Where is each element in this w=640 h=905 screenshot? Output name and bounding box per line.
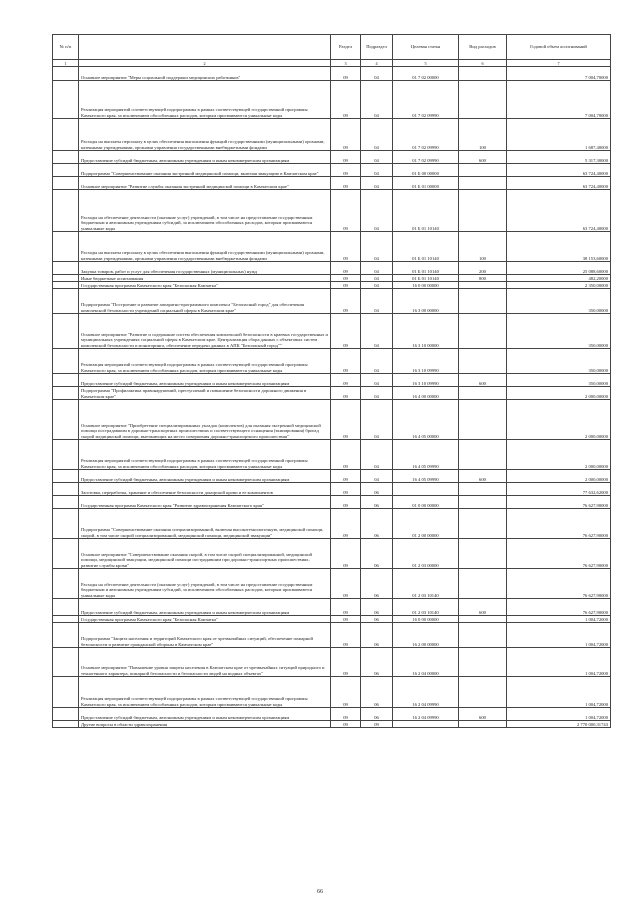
row-number (53, 721, 79, 728)
row-section: 09 (331, 190, 361, 232)
row-name: Расходы на обеспечение деятельности (оказание услуг) учреждений, в том числе на предоставление государственным бюджетным и автономным учреждениям субсидий, за исключением обособленных расходов, которым присваиваются уникальные коды (79, 190, 331, 232)
table-row (53, 648, 611, 677)
row-subsection: 06 (361, 623, 393, 648)
row-name: Государственная программа Камчатского края "Развитие здравоохранения Камчатского края" (79, 496, 331, 509)
row-amount: 63 724,40000 (507, 164, 611, 177)
row-number (53, 275, 79, 282)
row-section: 09 (331, 177, 361, 190)
row-expense-type (459, 190, 507, 232)
row-expense-type (459, 177, 507, 190)
col-section-header: Раздел (331, 35, 361, 60)
row-amount: 76 627,90000 (507, 599, 611, 616)
table-row (53, 483, 611, 496)
table-row (53, 539, 611, 569)
row-expense-type (459, 569, 507, 599)
row-section: 09 (331, 262, 361, 275)
column-number: 5 (393, 60, 459, 67)
row-expense-type: 200 (459, 262, 507, 275)
row-expense-type: 100 (459, 232, 507, 262)
row-name: Расходы на выплаты персоналу в целях обеспечения выполнения функций государственными (муниципальными) органами, казенными учреждениями, органами управления государственными внебюджетными фондами (79, 232, 331, 262)
row-amount: 77 632,62000 (507, 483, 611, 496)
table-row (53, 677, 611, 708)
row-section: 09 (331, 496, 361, 509)
row-number (53, 599, 79, 616)
row-subsection: 06 (361, 708, 393, 721)
row-subsection: 04 (361, 387, 393, 400)
row-number (53, 119, 79, 151)
row-number (53, 470, 79, 483)
row-amount: 63 724,40000 (507, 177, 611, 190)
row-name: Подпрограмма "Защита населения и территорий Камчатского края от чрезвычайных ситуаций, обеспечение пожарной безопасности и развитие гражданской обороны в Камчатском крае" (79, 623, 331, 648)
row-expense-type: 600 (459, 374, 507, 387)
row-section: 09 (331, 599, 361, 616)
table-row (53, 496, 611, 509)
row-amount: 1 004,72000 (507, 708, 611, 721)
row-target-article: 16 3 10 00000 (393, 314, 459, 349)
row-number (53, 177, 79, 190)
row-target-article: 16 4 05 09990 (393, 440, 459, 470)
budget-document (52, 34, 610, 728)
table-row (53, 67, 611, 81)
row-number (53, 164, 79, 177)
row-number (53, 440, 79, 470)
row-section: 09 (331, 164, 361, 177)
col-name-header (79, 35, 331, 60)
row-name: Иные бюджетные ассигнования (79, 275, 331, 282)
table-row (53, 289, 611, 314)
row-expense-type (459, 289, 507, 314)
row-amount: 350,00000 (507, 349, 611, 374)
row-section: 09 (331, 374, 361, 387)
row-amount: 350,00000 (507, 374, 611, 387)
row-amount: 350,00000 (507, 289, 611, 314)
table-row (53, 81, 611, 119)
table-row (53, 164, 611, 177)
row-name: Государственная программа Камчатского края "Безопасная Камчатка" (79, 616, 331, 623)
row-number (53, 648, 79, 677)
table-row (53, 349, 611, 374)
row-subsection: 04 (361, 349, 393, 374)
table-row (53, 177, 611, 190)
row-section: 09 (331, 119, 361, 151)
row-section: 09 (331, 289, 361, 314)
header-row (53, 35, 611, 60)
row-expense-type (459, 67, 507, 81)
row-subsection: 04 (361, 262, 393, 275)
row-section: 09 (331, 569, 361, 599)
row-subsection: 04 (361, 119, 393, 151)
row-expense-type (459, 314, 507, 349)
row-amount: 38 153,60000 (507, 232, 611, 262)
row-expense-type (459, 721, 507, 728)
row-target-article: 16 4 00 00000 (393, 387, 459, 400)
table-row (53, 708, 611, 721)
row-expense-type (459, 616, 507, 623)
row-number (53, 289, 79, 314)
row-number (53, 623, 79, 648)
row-amount: 76 627,90000 (507, 569, 611, 599)
row-amount: 76 627,90000 (507, 539, 611, 569)
row-target-article: 16 4 05 00000 (393, 400, 459, 440)
row-number (53, 539, 79, 569)
column-number: 1 (53, 60, 79, 67)
row-target-article: 01 Б 01 10140 (393, 190, 459, 232)
row-name: Реализация мероприятий соответствующей подпрограммы в рамках соответствующей государственной программы Камчатского края, за исключением обособленных расходов, которым присваиваются уникальные коды (79, 349, 331, 374)
row-expense-type (459, 349, 507, 374)
row-subsection: 04 (361, 314, 393, 349)
row-target-article (393, 483, 459, 496)
row-subsection: 06 (361, 509, 393, 539)
row-amount: 76 627,90000 (507, 509, 611, 539)
table-row (53, 387, 611, 400)
col-subsection-header: Подраздел (361, 35, 393, 60)
row-section: 09 (331, 677, 361, 708)
row-target-article: 01 Б 00 00000 (393, 164, 459, 177)
row-number (53, 708, 79, 721)
row-subsection: 04 (361, 67, 393, 81)
row-subsection: 04 (361, 232, 393, 262)
row-number (53, 496, 79, 509)
row-subsection: 06 (361, 539, 393, 569)
row-target-article: 16 0 00 00000 (393, 282, 459, 289)
row-name: Заготовка, переработка, хранение и обеспечение безопасности донорской крови и ее компонентов (79, 483, 331, 496)
column-number: 7 (507, 60, 611, 67)
column-number-row (53, 60, 611, 67)
row-target-article: 01 Б 01 00000 (393, 177, 459, 190)
row-expense-type: 100 (459, 119, 507, 151)
row-name: Расходы на обеспечение деятельности (оказание услуг) учреждений, в том числе на предоставление государственным бюджетным и автономным учреждениям субсидий, за исключением обособленных расходов, которым присваиваются уникальные коды (79, 569, 331, 599)
row-number (53, 509, 79, 539)
row-subsection: 06 (361, 599, 393, 616)
row-subsection: 04 (361, 440, 393, 470)
row-subsection: 06 (361, 569, 393, 599)
row-section: 09 (331, 708, 361, 721)
row-name: Реализация мероприятий соответствующей подпрограммы в рамках соответствующей государственной программы Камчатского края, за исключением обособленных расходов, которым присваиваются уникальные коды (79, 81, 331, 119)
row-amount: 350,00000 (507, 314, 611, 349)
row-subsection: 06 (361, 483, 393, 496)
row-number (53, 232, 79, 262)
row-target-article: 01 7 02 00000 (393, 67, 459, 81)
row-name: Предоставление субсидий бюджетным, автономным учреждениям и иным некоммерческим организациям (79, 708, 331, 721)
row-target-article: 16 0 00 00000 (393, 616, 459, 623)
row-expense-type: 600 (459, 151, 507, 164)
table-row (53, 569, 611, 599)
row-target-article: 16 3 10 09990 (393, 349, 459, 374)
row-expense-type (459, 387, 507, 400)
row-subsection: 06 (361, 677, 393, 708)
row-expense-type (459, 400, 507, 440)
row-name: Основное мероприятие "Развитие и содержание систем обеспечения комплексной безопасности в краевых государственных и муниципальных учреждениях социальной сферы в Камчатском крае. Централизация сбора данных с объектовых систем комплексной безопасности и мониторинга, обеспечение передачи данных в АПК "Безопасный город"" (79, 314, 331, 349)
row-subsection: 04 (361, 400, 393, 440)
column-number: 4 (361, 60, 393, 67)
table-row (53, 470, 611, 483)
row-expense-type (459, 648, 507, 677)
row-name: Реализация мероприятий соответствующей подпрограммы в рамках соответствующей государственной программы Камчатского края, за исключением обособленных расходов, которым присваиваются уникальные коды (79, 440, 331, 470)
row-number (53, 616, 79, 623)
row-amount: 1 004,72000 (507, 616, 611, 623)
row-number (53, 387, 79, 400)
row-name: Предоставление субсидий бюджетным, автономным учреждениям и иным некоммерческим организациям (79, 470, 331, 483)
row-name: Основное мероприятие "Меры социальной поддержки медицинских работников" (79, 67, 331, 81)
row-target-article: 01 Б 01 10140 (393, 262, 459, 275)
row-name: Подпрограмма "Построение и развитие аппаратно-программного комплекса "Безопасный город" для обеспечения комплексной безопасности учреждений социальной сферы в Камчатском крае" (79, 289, 331, 314)
table-row (53, 275, 611, 282)
row-name: Основное мероприятие "Развитие службы оказания экстренной медицинской помощи в Камчатском крае" (79, 177, 331, 190)
row-target-article: 01 7 02 09990 (393, 81, 459, 119)
row-number (53, 677, 79, 708)
row-expense-type (459, 496, 507, 509)
row-expense-type: 800 (459, 275, 507, 282)
row-amount: 25 088,60000 (507, 262, 611, 275)
row-target-article: 01 2 03 10140 (393, 569, 459, 599)
table-row (53, 509, 611, 539)
row-subsection: 04 (361, 289, 393, 314)
row-number (53, 190, 79, 232)
row-target-article: 01 2 00 00000 (393, 509, 459, 539)
row-amount: 1 687,40000 (507, 119, 611, 151)
row-subsection: 04 (361, 177, 393, 190)
table-row (53, 599, 611, 616)
col-amount-header: Годовой объем ассигнований (507, 35, 611, 60)
column-number: 3 (331, 60, 361, 67)
row-target-article: 16 2 04 00000 (393, 648, 459, 677)
row-expense-type (459, 164, 507, 177)
row-name: Подпрограмма "Совершенствование оказания специализированной, включая высокотехнологичную, медицинской помощи, скорой, в том числе скорой специализированной, медицинской помощи, медицинской эвакуации" (79, 509, 331, 539)
col-exptype-header: Вид расходов (459, 35, 507, 60)
row-name: Основное мероприятие "Приобретение специализированных укладок (комплектов) для оказания экстренной медицинской помощи пострадавшим в дорожно-транспортных происшествиях и соответствующего оснащения (экипирования) бригад скорой медицинской помощи, выезжающих на место совершения дорожно-транспортного происшествия" (79, 400, 331, 440)
row-section: 09 (331, 721, 361, 728)
row-target-article: 01 7 02 09990 (393, 119, 459, 151)
row-target-article: 16 4 05 09990 (393, 470, 459, 483)
row-section: 09 (331, 232, 361, 262)
row-section: 09 (331, 616, 361, 623)
row-name: Основное мероприятие "Совершенствование оказания скорой, в том числе скорой специализированной, медицинской помощи, медицинской эвакуации, медицинской помощи пострадавшим при дорожно-транспортных происшествиях, развитие службы крови" (79, 539, 331, 569)
row-number (53, 569, 79, 599)
row-section: 09 (331, 509, 361, 539)
row-section: 09 (331, 67, 361, 81)
row-amount: 2 770 000,31743 (507, 721, 611, 728)
row-target-article: 16 2 04 09990 (393, 677, 459, 708)
row-number (53, 81, 79, 119)
row-target-article: 16 2 04 09990 (393, 708, 459, 721)
row-amount: 5 317,30000 (507, 151, 611, 164)
row-amount: 1 004,72000 (507, 623, 611, 648)
row-name: Закупка товаров, работ и услуг для обеспечения государственных (муниципальных) нужд (79, 262, 331, 275)
row-amount: 1 004,72000 (507, 677, 611, 708)
row-subsection: 06 (361, 648, 393, 677)
row-amount: 1 004,72000 (507, 648, 611, 677)
table-row (53, 119, 611, 151)
table-row (53, 400, 611, 440)
table-row (53, 151, 611, 164)
row-expense-type (459, 81, 507, 119)
row-section: 09 (331, 314, 361, 349)
row-number (53, 67, 79, 81)
col-num-header: № п/п (53, 35, 79, 60)
row-section: 09 (331, 470, 361, 483)
row-expense-type (459, 282, 507, 289)
row-section: 09 (331, 275, 361, 282)
column-number: 2 (79, 60, 331, 67)
table-row (53, 190, 611, 232)
row-amount: 482,20000 (507, 275, 611, 282)
row-name: Предоставление субсидий бюджетным, автономным учреждениям и иным некоммерческим организациям (79, 151, 331, 164)
row-amount: 7 004,70000 (507, 81, 611, 119)
row-section: 09 (331, 400, 361, 440)
col-target-header: Целевая статья (393, 35, 459, 60)
table-row (53, 721, 611, 728)
row-name: Предоставление субсидий бюджетным, автономным учреждениям и иным некоммерческим организациям (79, 599, 331, 616)
row-amount: 2 000,00000 (507, 387, 611, 400)
table-row (53, 616, 611, 623)
row-number (53, 262, 79, 275)
row-number (53, 374, 79, 387)
row-amount: 2 000,00000 (507, 400, 611, 440)
row-name: Расходы на выплаты персоналу в целях обеспечения выполнения функций государственными (муниципальными) органами, казенными учреждениями, органами управления государственными внебюджетными фондами (79, 119, 331, 151)
row-target-article: 01 Б 01 10140 (393, 275, 459, 282)
row-section: 09 (331, 623, 361, 648)
table-row (53, 282, 611, 289)
row-name: Реализация мероприятий соответствующей подпрограммы в рамках соответствующей государственной программы Камчатского края, за исключением обособленных расходов, которым присваиваются уникальные коды (79, 677, 331, 708)
row-subsection: 06 (361, 496, 393, 509)
row-target-article (393, 721, 459, 728)
row-name: Основное мероприятие "Повышение уровня защиты населения в Камчатском крае от чрезвычайных ситуаций природного и техногенного характера, пожарной безопасности и безопасности людей на водных объектах" (79, 648, 331, 677)
row-section: 09 (331, 151, 361, 164)
table-row (53, 623, 611, 648)
row-section: 09 (331, 387, 361, 400)
table-row (53, 374, 611, 387)
row-expense-type (459, 483, 507, 496)
row-number (53, 282, 79, 289)
page-number: 66 (317, 889, 323, 895)
row-section: 09 (331, 539, 361, 569)
table-row (53, 440, 611, 470)
row-subsection: 04 (361, 374, 393, 387)
row-expense-type (459, 539, 507, 569)
row-expense-type (459, 440, 507, 470)
row-name: Предоставление субсидий бюджетным, автономным учреждениям и иным некоммерческим организациям (79, 374, 331, 387)
row-expense-type (459, 623, 507, 648)
table-row (53, 262, 611, 275)
row-number (53, 483, 79, 496)
row-number (53, 314, 79, 349)
column-number: 6 (459, 60, 507, 67)
row-target-article: 16 3 10 09990 (393, 374, 459, 387)
row-target-article: 01 0 00 00000 (393, 496, 459, 509)
row-amount: 63 724,40000 (507, 190, 611, 232)
row-name: Государственная программа Камчатского края "Безопасная Камчатка" (79, 282, 331, 289)
row-subsection: 06 (361, 616, 393, 623)
row-target-article: 01 Б 01 10140 (393, 232, 459, 262)
row-section: 09 (331, 282, 361, 289)
row-subsection: 09 (361, 721, 393, 728)
row-amount: 2 350,00000 (507, 282, 611, 289)
row-target-article: 01 2 03 10140 (393, 599, 459, 616)
row-amount: 2 000,00000 (507, 470, 611, 483)
row-section: 09 (331, 483, 361, 496)
row-target-article: 16 2 00 00000 (393, 623, 459, 648)
table-body (53, 67, 611, 728)
row-subsection: 04 (361, 275, 393, 282)
row-name: Подпрограмма "Профилактика правонарушений, преступлений и повышение безопасности дорожного движения в Камчатском крае" (79, 387, 331, 400)
row-subsection: 04 (361, 470, 393, 483)
row-amount: 76 627,90000 (507, 496, 611, 509)
row-name: Подпрограмма "Совершенствование оказания экстренной медицинской помощи, включая эвакуацию в Камчатском крае" (79, 164, 331, 177)
row-subsection: 04 (361, 190, 393, 232)
row-number (53, 151, 79, 164)
row-expense-type: 600 (459, 470, 507, 483)
row-expense-type (459, 677, 507, 708)
row-section: 09 (331, 349, 361, 374)
row-subsection: 04 (361, 282, 393, 289)
row-number (53, 400, 79, 440)
row-number (53, 349, 79, 374)
row-name: Другие вопросы в области здравоохранения (79, 721, 331, 728)
table-row (53, 314, 611, 349)
row-target-article: 01 2 03 00000 (393, 539, 459, 569)
row-section: 09 (331, 81, 361, 119)
row-section: 09 (331, 440, 361, 470)
table-row (53, 232, 611, 262)
row-subsection: 04 (361, 81, 393, 119)
row-section: 09 (331, 648, 361, 677)
budget-table (52, 34, 611, 728)
row-target-article: 01 7 02 09990 (393, 151, 459, 164)
row-target-article: 16 3 00 00000 (393, 289, 459, 314)
row-subsection: 04 (361, 164, 393, 177)
row-amount: 2 000,00000 (507, 440, 611, 470)
row-expense-type: 600 (459, 708, 507, 721)
row-expense-type (459, 509, 507, 539)
row-amount: 7 004,70000 (507, 67, 611, 81)
row-expense-type: 600 (459, 599, 507, 616)
row-subsection: 04 (361, 151, 393, 164)
